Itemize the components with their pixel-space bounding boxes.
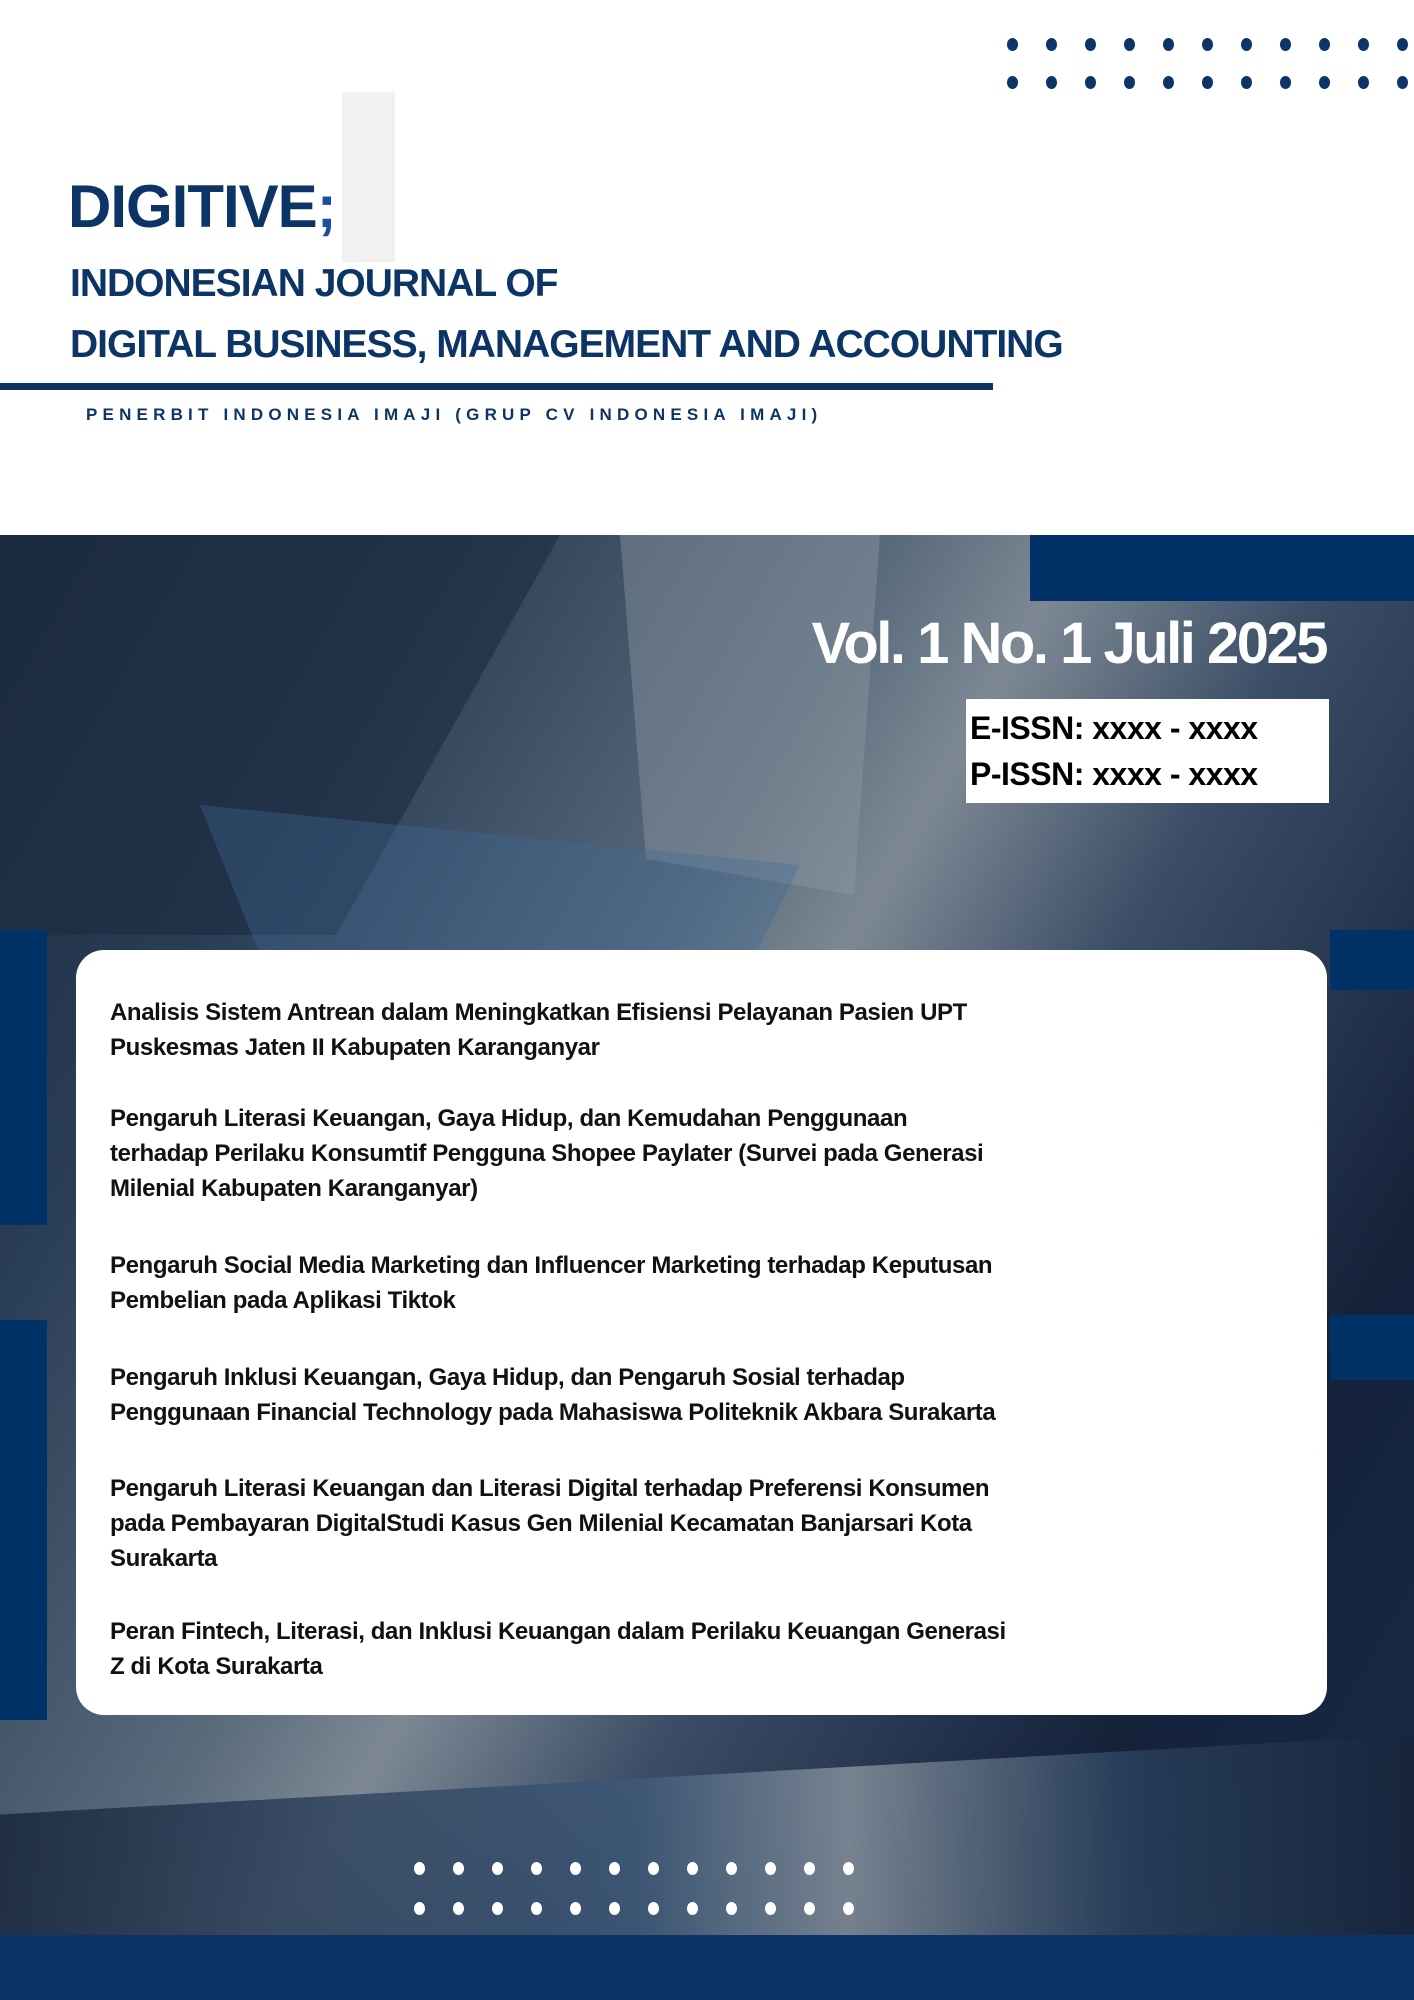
- article-title-line: Analisis Sistem Antrean dalam Meningkatkan Efisiensi Pelayanan Pasien UPT: [110, 999, 967, 1026]
- dot-icon: [1358, 76, 1369, 89]
- dot-icon: [414, 1862, 425, 1875]
- article-title-line: Peran Fintech, Literasi, dan Inklusi Keuangan dalam Perilaku Keuangan Generasi: [110, 1618, 1006, 1645]
- article-title-line: Pengaruh Literasi Keuangan dan Literasi Digital terhadap Preferensi Konsumen: [110, 1475, 990, 1502]
- table-of-contents-card: [76, 950, 1327, 1715]
- dot-icon: [726, 1862, 737, 1875]
- article-title-line: Penggunaan Financial Technology pada Mahasiswa Politeknik Akbara Surakarta: [110, 1399, 996, 1426]
- dot-icon: [1202, 76, 1213, 89]
- dot-icon: [648, 1902, 659, 1915]
- dot-icon: [1007, 76, 1018, 89]
- dot-icon: [726, 1902, 737, 1915]
- dot-icon: [492, 1902, 503, 1915]
- dot-icon: [687, 1902, 698, 1915]
- dot-icon: [609, 1862, 620, 1875]
- dot-icon: [843, 1902, 854, 1915]
- issue-volume: Vol. 1 No. 1 Juli 2025: [811, 611, 1326, 676]
- dot-icon: [1124, 76, 1135, 89]
- article-title: [110, 1101, 983, 1206]
- article-title-line: Pembelian pada Aplikasi Tiktok: [110, 1287, 456, 1314]
- article-title: [110, 1248, 992, 1318]
- dot-icon: [1280, 76, 1291, 89]
- dot-icon: [1202, 38, 1213, 51]
- dot-icon: [492, 1862, 503, 1875]
- article-title-line: Puskesmas Jaten II Kabupaten Karanganyar: [110, 1034, 600, 1061]
- dot-icon: [1007, 38, 1018, 51]
- dot-icon: [765, 1902, 776, 1915]
- journal-subtitle-line-1: INDONESIAN JOURNAL OF: [70, 262, 558, 305]
- journal-name: DIGITIVE;: [68, 173, 336, 240]
- dot-icon: [570, 1862, 581, 1875]
- dot-icon: [1319, 38, 1330, 51]
- article-title-line: terhadap Perilaku Konsumtif Pengguna Shopee Paylater (Survei pada Generasi: [110, 1140, 984, 1167]
- dot-icon: [1124, 38, 1135, 51]
- dot-icon: [648, 1862, 659, 1875]
- dot-icon: [687, 1862, 698, 1875]
- issn-box: [966, 699, 1329, 803]
- dot-icon: [1163, 38, 1174, 51]
- dot-icon: [1397, 76, 1408, 89]
- footer-band: [0, 1935, 1414, 2000]
- dot-icon: [804, 1862, 815, 1875]
- dot-icon: [531, 1902, 542, 1915]
- dot-icon: [1046, 38, 1057, 51]
- dot-icon: [1241, 38, 1252, 51]
- dot-icon: [804, 1902, 815, 1915]
- article-title: [110, 1614, 1006, 1684]
- dot-icon: [1046, 76, 1057, 89]
- e-issn: E-ISSN: xxxx - xxxx: [970, 710, 1258, 746]
- article-title-line: pada Pembayaran DigitalStudi Kasus Gen Milenial Kecamatan Banjarsari Kota: [110, 1510, 972, 1537]
- dot-icon: [1241, 76, 1252, 89]
- dot-icon: [453, 1902, 464, 1915]
- decorative-bar: [342, 92, 395, 262]
- article-title-line: Pengaruh Literasi Keuangan, Gaya Hidup, dan Kemudahan Penggunaan: [110, 1105, 908, 1132]
- article-title: [110, 1471, 989, 1576]
- article-title-line: Pengaruh Inklusi Keuangan, Gaya Hidup, dan Pengaruh Sosial terhadap: [110, 1364, 905, 1391]
- dot-icon: [1280, 38, 1291, 51]
- dot-icon: [843, 1862, 854, 1875]
- dot-icon: [1319, 76, 1330, 89]
- article-title-line: Pengaruh Social Media Marketing dan Influencer Marketing terhadap Keputusan: [110, 1252, 993, 1279]
- dot-icon: [1163, 76, 1174, 89]
- article-title: [110, 1360, 995, 1430]
- publisher-name: PENERBIT INDONESIA IMAJI (GRUP CV INDONESIA IMAJI): [86, 405, 823, 424]
- divider: [0, 383, 993, 390]
- dot-icon: [531, 1862, 542, 1875]
- p-issn: P-ISSN: xxxx - xxxx: [970, 756, 1258, 792]
- dot-icon: [609, 1902, 620, 1915]
- dot-icon: [453, 1862, 464, 1875]
- dot-icon: [765, 1862, 776, 1875]
- article-title: [110, 995, 967, 1065]
- dot-icon: [1085, 76, 1096, 89]
- dot-icon: [414, 1902, 425, 1915]
- dot-icon: [1358, 38, 1369, 51]
- article-title-line: Milenial Kabupaten Karanganyar): [110, 1175, 478, 1202]
- article-title-line: Surakarta: [110, 1545, 218, 1572]
- dot-icon: [570, 1902, 581, 1915]
- article-title-line: Z di Kota Surakarta: [110, 1653, 323, 1680]
- dot-icon: [1085, 38, 1096, 51]
- dot-icon: [1397, 38, 1408, 51]
- journal-subtitle-line-2: DIGITAL BUSINESS, MANAGEMENT AND ACCOUNTING: [70, 323, 1063, 366]
